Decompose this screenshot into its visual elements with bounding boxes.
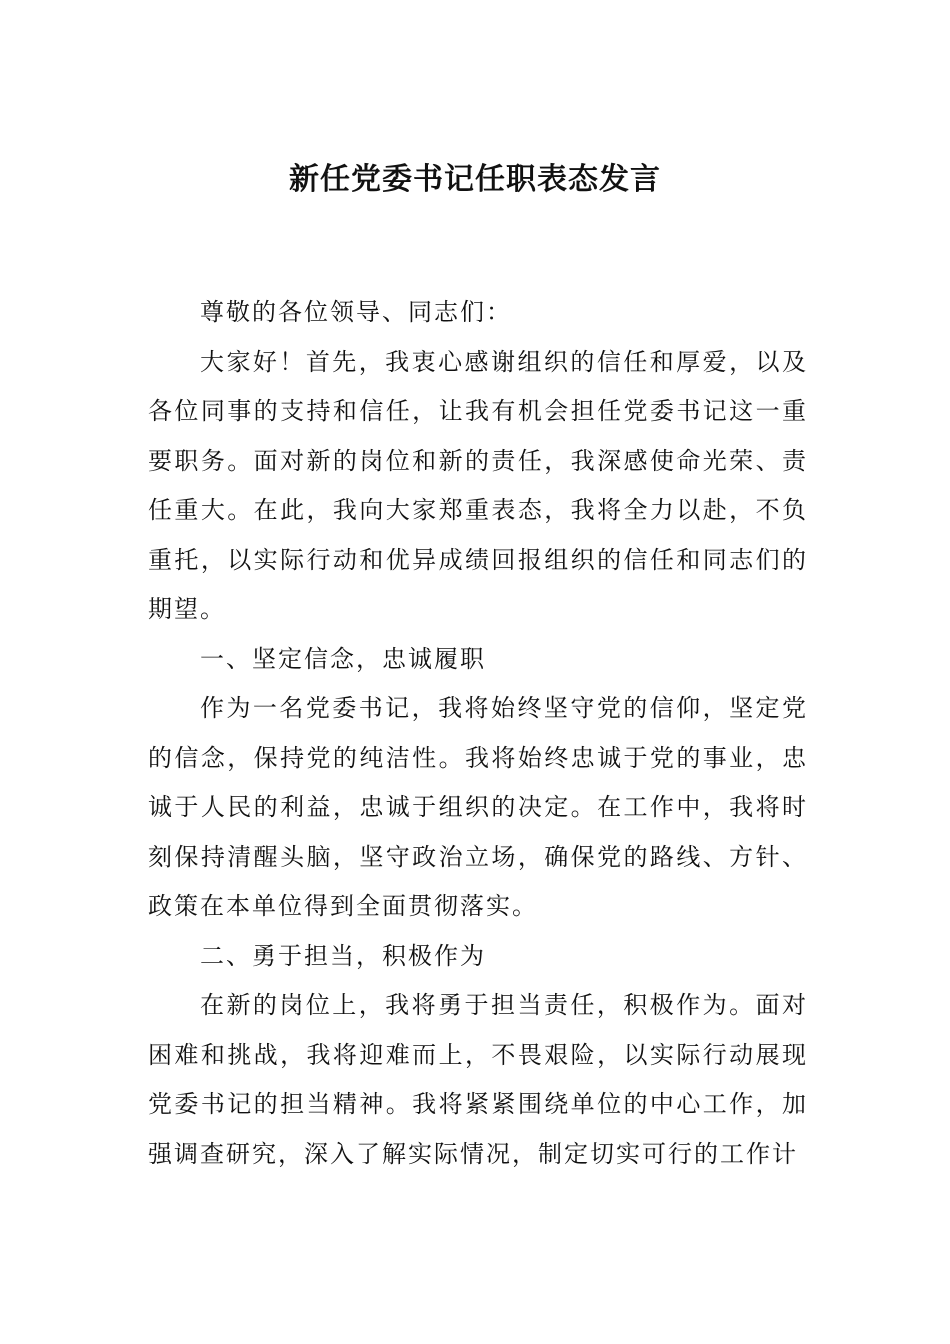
section-heading-1: 一、坚定信念，忠诚履职: [200, 644, 486, 673]
salutation-paragraph: 尊敬的各位领导、同志们：: [200, 298, 512, 326]
section-heading-2: 二、勇于担当，积极作为: [200, 941, 486, 970]
section-1-paragraph: 作为一名党委书记，我将始终坚守党的信仰，坚定党的信念，保持党的纯洁性。我将始终忠诚于党的事业，忠诚于人民的利益，忠诚于组织的决定。在工作中，我将时刻保持清醒头脑，坚守政治立场，确保党的路线、方针、政策在本单位得到全面贯彻落实。: [148, 694, 808, 920]
section-2-paragraph: 在新的岗位上，我将勇于担当责任，积极作为。面对困难和挑战，我将迎难而上，不畏艰险，以实际行动展现党委书记的担当精神。我将紧紧围绕单位的中心工作，加强调查研究，深入了解实际情况，制定切实可行的工作计: [148, 991, 808, 1168]
opening-paragraph: 大家好！首先，我衷心感谢组织的信任和厚爱，以及各位同事的支持和信任，让我有机会担任党委书记这一重要职务。面对新的岗位和新的责任，我深感使命光荣、责任重大。在此，我向大家郑重表态，我将全力以赴，不负重托，以实际行动和优异成绩回报组织的信任和同志们的期望。: [148, 347, 808, 623]
document-title: 新任党委书记任职表态发言: [289, 162, 661, 197]
document-body: [148, 288, 808, 1179]
